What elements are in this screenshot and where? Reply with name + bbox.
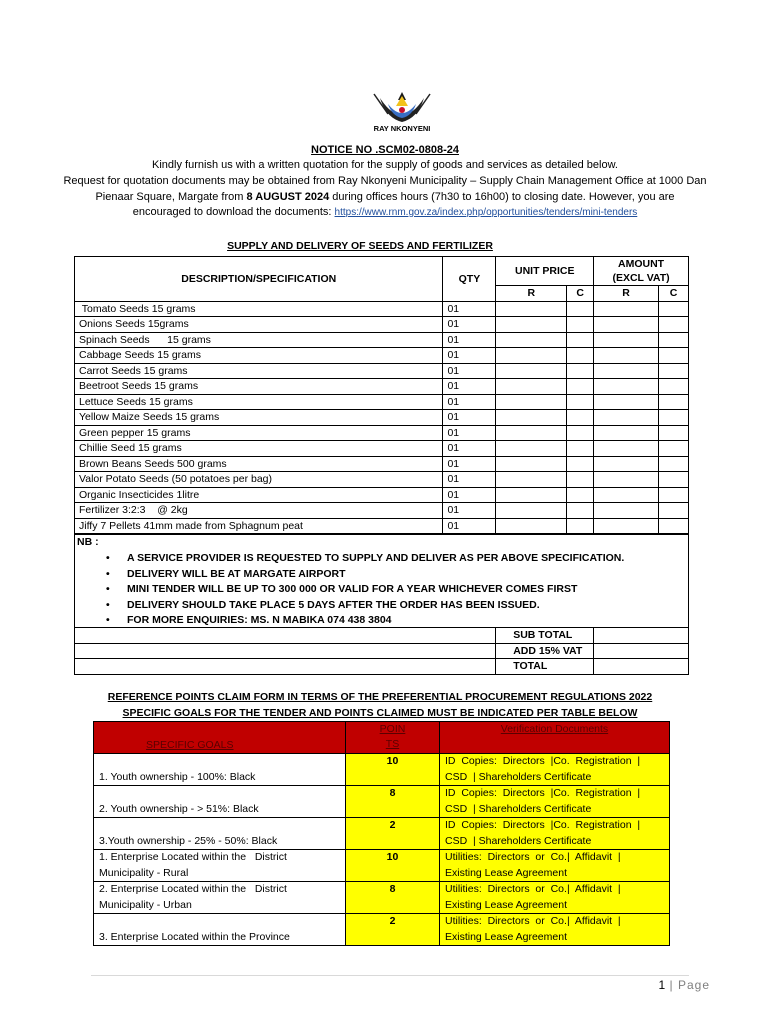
item-qty: 01 [443,379,496,395]
reference-title: REFERENCE POINTS CLAIM FORM IN TERMS OF THE PREFERENTIAL PROCUREMENT REGULATIONS 2022 [107,691,653,703]
goal-verification: ID Copies: Directors |Co. Registration | CSD | Shareholders Certificate [440,786,670,818]
item-amount-r[interactable] [594,441,659,457]
table-row [75,363,689,379]
col-desc-header: DESCRIPTION/SPECIFICATION [75,257,443,302]
item-amount-c[interactable] [659,410,689,426]
item-description: Chillie Seed 15 grams [75,441,443,457]
goal-verification: ID Copies: Directors |Co. Registration | CSD | Shareholders Certificate [440,818,670,850]
col-points-header: POIN TS [346,722,440,754]
specific-goals-table [93,721,670,946]
item-unit-c[interactable] [567,518,594,534]
goal-verification: ID Copies: Directors |Co. Registration | CSD | Shareholders Certificate [440,754,670,786]
item-unit-r[interactable] [496,503,567,519]
item-unit-c[interactable] [567,394,594,410]
item-description: Tomato Seeds 15 grams [75,301,443,317]
item-amount-r[interactable] [594,394,659,410]
total-value[interactable] [594,659,689,675]
item-unit-r[interactable] [496,518,567,534]
item-amount-c[interactable] [659,503,689,519]
item-unit-r[interactable] [496,410,567,426]
item-qty: 01 [443,487,496,503]
item-qty: 01 [443,425,496,441]
unit-c-header: C [567,286,594,302]
item-description: Spinach Seeds 15 grams [75,332,443,348]
item-amount-c[interactable] [659,332,689,348]
item-amount-c[interactable] [659,472,689,488]
item-unit-c[interactable] [567,425,594,441]
goal-points[interactable]: 2 [346,914,440,946]
table-row [75,456,689,472]
item-qty: 01 [443,441,496,457]
item-amount-c[interactable] [659,425,689,441]
item-amount-r[interactable] [594,518,659,534]
item-description: Lettuce Seeds 15 grams [75,394,443,410]
item-qty: 01 [443,503,496,519]
item-unit-r[interactable] [496,472,567,488]
item-unit-r[interactable] [496,456,567,472]
table-row [75,301,689,317]
item-description: Cabbage Seeds 15 grams [75,348,443,364]
page-footer: 1 | Page [658,978,710,992]
table-row [75,503,689,519]
item-qty: 01 [443,348,496,364]
item-amount-c[interactable] [659,441,689,457]
item-unit-c[interactable] [567,379,594,395]
goal-row [94,882,670,914]
col-verification-header: Verification Documents [440,722,670,754]
closing-date-start: 8 AUGUST 2024 [246,191,330,203]
goal-description: 2. Youth ownership - > 51%: Black [94,786,346,818]
item-unit-r[interactable] [496,363,567,379]
item-amount-c[interactable] [659,317,689,333]
amount-c-header: C [659,286,689,302]
goal-verification: Utilities: Directors or Co.| Affidavit | Existing Lease Agreement [440,882,670,914]
item-description: Organic Insecticides 1litre [75,487,443,503]
item-amount-r[interactable] [594,487,659,503]
item-unit-r[interactable] [496,379,567,395]
item-qty: 01 [443,394,496,410]
item-amount-r[interactable] [594,379,659,395]
goal-description: 2. Enterprise Located within the District Municipality - Urban [94,882,346,914]
table-row [75,472,689,488]
item-amount-r[interactable] [594,363,659,379]
item-amount-c[interactable] [659,518,689,534]
item-unit-c[interactable] [567,301,594,317]
table-row [75,441,689,457]
vat-value[interactable] [594,643,689,659]
logo-text: RAY NKONYENI [373,124,431,133]
table-row [75,487,689,503]
item-unit-c[interactable] [567,441,594,457]
goal-points[interactable]: 8 [346,786,440,818]
item-unit-r[interactable] [496,317,567,333]
goal-points[interactable]: 8 [346,882,440,914]
goal-row [94,754,670,786]
item-qty: 01 [443,332,496,348]
item-amount-c[interactable] [659,363,689,379]
goal-row [94,786,670,818]
item-unit-c[interactable] [567,410,594,426]
item-amount-c[interactable] [659,456,689,472]
goal-row [94,818,670,850]
col-amount-header: AMOUNT (EXCL VAT) [594,257,689,286]
item-amount-c[interactable] [659,301,689,317]
supply-table [74,256,689,534]
item-unit-r[interactable] [496,301,567,317]
item-description: Jiffy 7 Pellets 41mm made from Sphagnum peat [75,518,443,534]
col-qty-header: QTY [443,257,496,302]
item-description: Fertilizer 3:2:3 @ 2kg [75,503,443,519]
item-amount-r[interactable] [594,425,659,441]
item-amount-c[interactable] [659,379,689,395]
item-unit-c[interactable] [567,363,594,379]
nb-item: • MINI TENDER WILL BE UP TO 300 000 OR VALID FOR A YEAR WHICHEVER COMES FIRST [77,582,687,598]
item-description: Carrot Seeds 15 grams [75,363,443,379]
goal-row [94,914,670,946]
supply-title: SUPPLY AND DELIVERY OF SEEDS AND FERTILIZER [227,240,493,252]
table-row [75,379,689,395]
item-description: Yellow Maize Seeds 15 grams [75,410,443,426]
goal-points[interactable]: 10 [346,850,440,882]
item-unit-r[interactable] [496,394,567,410]
footer-divider [91,975,689,976]
table-row [75,425,689,441]
item-amount-r[interactable] [594,348,659,364]
total-label: TOTAL [496,659,594,675]
subtotal-label: SUB TOTAL [496,628,594,644]
table-row [75,518,689,534]
item-description: Onions Seeds 15grams [75,317,443,333]
item-amount-r[interactable] [594,410,659,426]
item-amount-r[interactable] [594,301,659,317]
item-amount-r[interactable] [594,472,659,488]
nb-item: • FOR MORE ENQUIRIES: MS. N MABIKA 074 438 3804 [77,613,687,629]
goal-description: 1. Enterprise Located within the District Municipality - Rural [94,850,346,882]
tenders-link[interactable]: https://www.rnm.gov.za/index.php/opportunities/tenders/mini-tenders [334,207,638,218]
item-description: Brown Beans Seeds 500 grams [75,456,443,472]
item-amount-c[interactable] [659,394,689,410]
notice-number: NOTICE NO .SCM02-0808-24 [311,144,459,156]
item-qty: 01 [443,410,496,426]
goal-description: 3.Youth ownership - 25% - 50%: Black [94,818,346,850]
table-row [75,394,689,410]
goal-points[interactable]: 2 [346,818,440,850]
item-unit-r[interactable] [496,348,567,364]
item-unit-r[interactable] [496,425,567,441]
item-amount-r[interactable] [594,503,659,519]
table-row [75,348,689,364]
item-unit-r[interactable] [496,441,567,457]
item-unit-c[interactable] [567,503,594,519]
intro-line-1: Kindly furnish us with a written quotation for the supply of goods and services as detailed below. [152,159,618,171]
item-qty: 01 [443,472,496,488]
item-unit-c[interactable] [567,472,594,488]
intro-line-2: Request for quotation documents may be obtained from Ray Nkonyeni Municipality – Supply Chain Management Office at 1000 Dan [63,175,707,187]
item-unit-c[interactable] [567,332,594,348]
reference-subtitle: SPECIFIC GOALS FOR THE TENDER AND POINTS CLAIMED MUST BE INDICATED PER TABLE BELOW [122,707,638,719]
table-row [75,410,689,426]
item-amount-r[interactable] [594,332,659,348]
subtotal-value[interactable] [594,628,689,644]
item-unit-c[interactable] [567,348,594,364]
unit-r-header: R [496,286,567,302]
nb-item: • A SERVICE PROVIDER IS REQUESTED TO SUPPLY AND DELIVER AS PER ABOVE SPECIFICATION. [77,551,687,567]
item-qty: 01 [443,317,496,333]
item-amount-r[interactable] [594,456,659,472]
col-unit-price-header: UNIT PRICE [496,257,594,286]
nb-notes [77,536,687,629]
item-qty: 01 [443,363,496,379]
intro-line-3: Pienaar Square, Margate from 8 AUGUST 2024 during offices hours (7h30 to 16h00) to closing date. However, you are [95,191,675,203]
item-unit-c[interactable] [567,487,594,503]
item-unit-r[interactable] [496,332,567,348]
item-amount-c[interactable] [659,487,689,503]
nb-list [77,551,687,629]
col-specific-goals-header: SPECIFIC GOALS [94,722,346,754]
nb-item: • DELIVERY WILL BE AT MARGATE AIRPORT [77,567,687,583]
goal-description: 1. Youth ownership - 100%: Black [94,754,346,786]
item-description: Valor Potato Seeds (50 potatoes per bag) [75,472,443,488]
goal-row [94,850,670,882]
item-description: Green pepper 15 grams [75,425,443,441]
item-unit-c[interactable] [567,456,594,472]
item-unit-r[interactable] [496,487,567,503]
goal-description: 3. Enterprise Located within the Province [94,914,346,946]
amount-r-header: R [594,286,659,302]
item-amount-c[interactable] [659,348,689,364]
goal-verification: Utilities: Directors or Co.| Affidavit | Existing Lease Agreement [440,914,670,946]
nb-item: • DELIVERY SHOULD TAKE PLACE 5 DAYS AFTER THE ORDER HAS BEEN ISSUED. [77,598,687,614]
item-amount-r[interactable] [594,317,659,333]
intro-line-4: encouraged to download the documents: https://www.rnm.gov.za/index.php/opportunities/tenders/mini-tenders [132,206,638,218]
nb-title: NB : [77,536,99,548]
goal-verification: Utilities: Directors or Co.| Affidavit | Existing Lease Agreement [440,850,670,882]
table-row [75,332,689,348]
item-qty: 01 [443,518,496,534]
goal-points[interactable]: 10 [346,754,440,786]
vat-label: ADD 15% VAT [496,643,594,659]
item-description: Beetroot Seeds 15 grams [75,379,443,395]
item-qty: 01 [443,301,496,317]
item-qty: 01 [443,456,496,472]
table-row [75,317,689,333]
item-unit-c[interactable] [567,317,594,333]
